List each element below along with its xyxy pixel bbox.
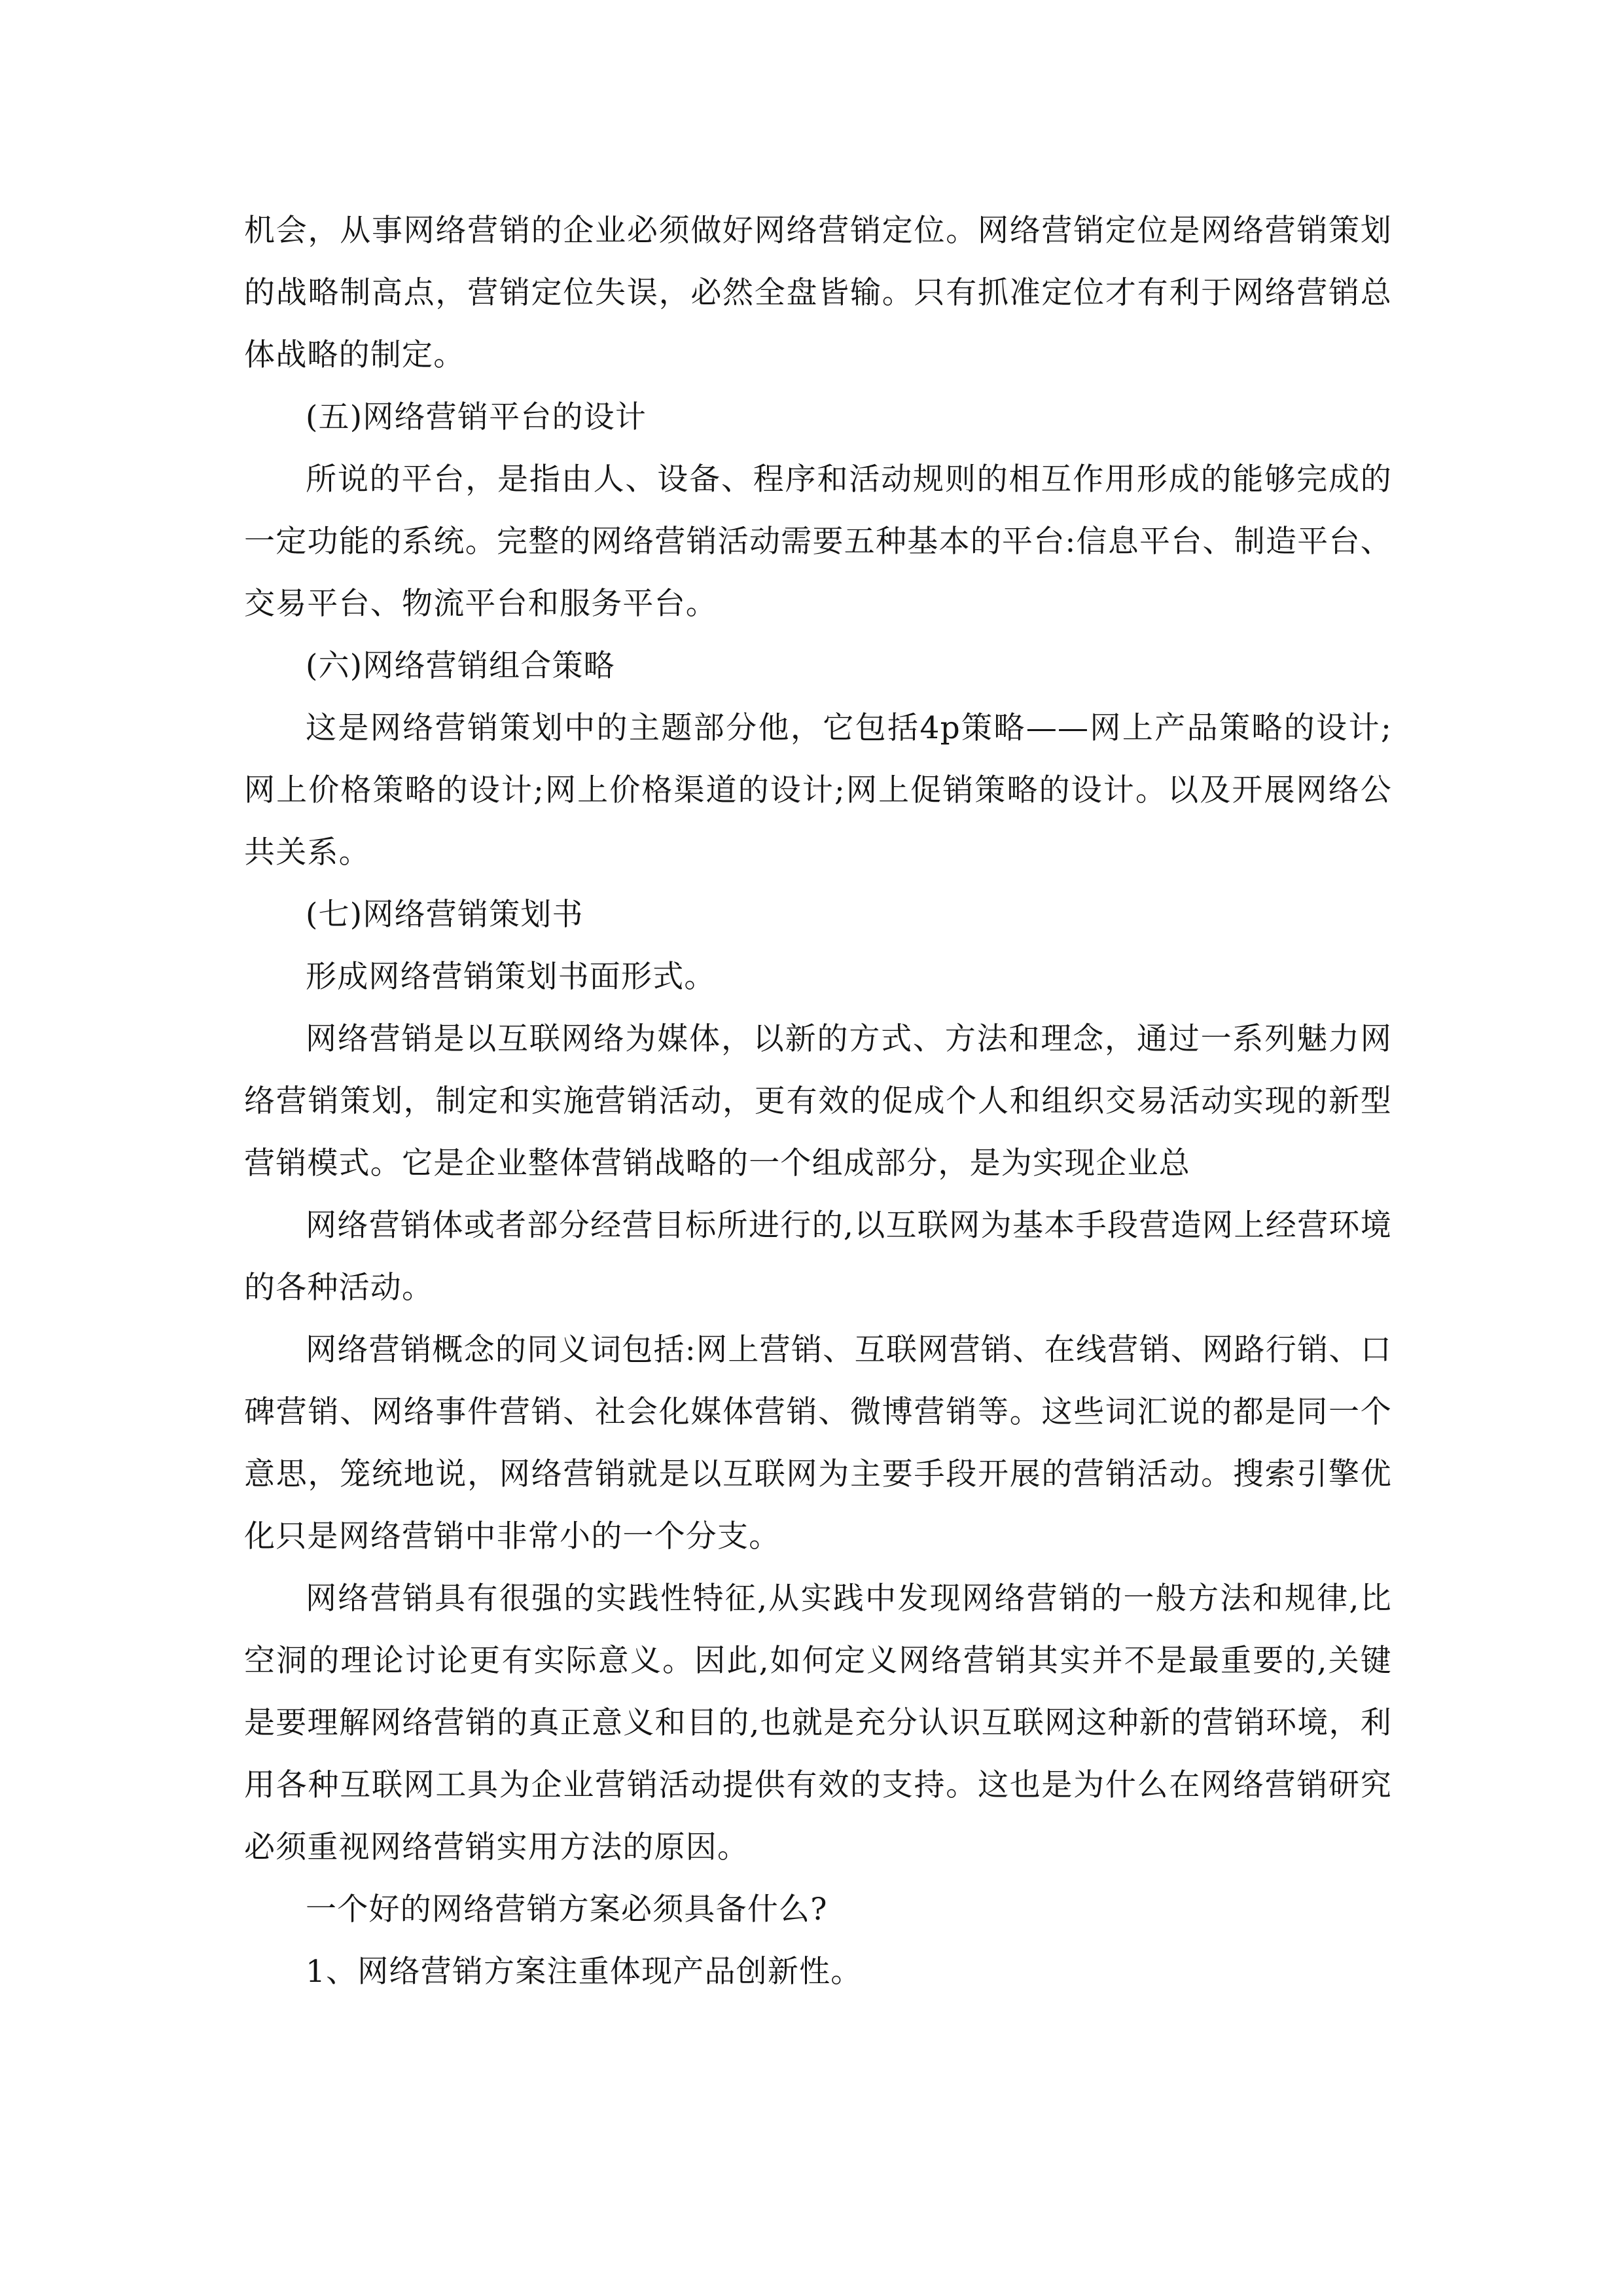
paragraph-4p-strategy: 这是网络营销策划中的主题部分他，它包括4p策略——网上产品策略的设计;网上价格策略的设计;网上价格渠道的设计;网上促销策略的设计。以及开展网络公共关系。 <box>244 710 1392 870</box>
paragraph-platform-definition: 所说的平台，是指由人、设备、程序和活动规则的相互作用形成的能够完成的一定功能的系统。完整的网络营销活动需要五种基本的平台:信息平台、制造平台、交易平台、物流平台和服务平台。 <box>244 461 1392 622</box>
paragraph-marketing-definition: 网络营销是以互联网络为媒体，以新的方式、方法和理念，通过一系列魅力网络营销策划，制定和实施营销活动，更有效的促成个人和组织交易活动实现的新型营销模式。它是企业整体营销战略的一个组成部分，是为实现企业总 <box>244 1021 1392 1181</box>
heading-planning-document: (七)网络营销策划书 <box>306 897 584 933</box>
list-item-innovation: 1、网络营销方案注重体现产品创新性。 <box>306 1954 863 1990</box>
document-body <box>244 200 1392 2003</box>
heading-good-plan-question: 一个好的网络营销方案必须具备什么? <box>306 1892 828 1928</box>
paragraph-planning-form: 形成网络营销策划书面形式。 <box>306 959 716 995</box>
heading-platform-design: (五)网络营销平台的设计 <box>306 399 647 435</box>
paragraph-synonyms: 网络营销概念的同义词包括:网上营销、互联网营销、在线营销、网路行销、口碑营销、网络事件营销、社会化媒体营销、微博营销等。这些词汇说的都是同一个意思，笼统地说，网络营销就是以互联网为主要手段开展的营销活动。搜索引擎优化只是网络营销中非常小的一个分支。 <box>244 1332 1392 1554</box>
heading-combination-strategy: (六)网络营销组合策略 <box>306 648 615 684</box>
paragraph-marketing-activities: 网络营销体或者部分经营目标所进行的,以互联网为基本手段营造网上经营环境的各种活动。 <box>244 1208 1392 1306</box>
paragraph-positioning-conclusion: 机会，从事网络营销的企业必须做好网络营销定位。网络营销定位是网络营销策划的战略制高点，营销定位失误，必然全盘皆输。只有抓准定位才有利于网络营销总体战略的制定。 <box>244 213 1392 373</box>
paragraph-practicality: 网络营销具有很强的实践性特征,从实践中发现网络营销的一般方法和规律,比空洞的理论讨论更有实际意义。因此,如何定义网络营销其实并不是最重要的,关键是要理解网络营销的真正意义和目的,也就是充分认识互联网这种新的营销环境，利用各种互联网工具为企业营销活动提供有效的支持。这也是为什么在网络营销研究必须重视网络营销实用方法的原因。 <box>244 1581 1392 1865</box>
